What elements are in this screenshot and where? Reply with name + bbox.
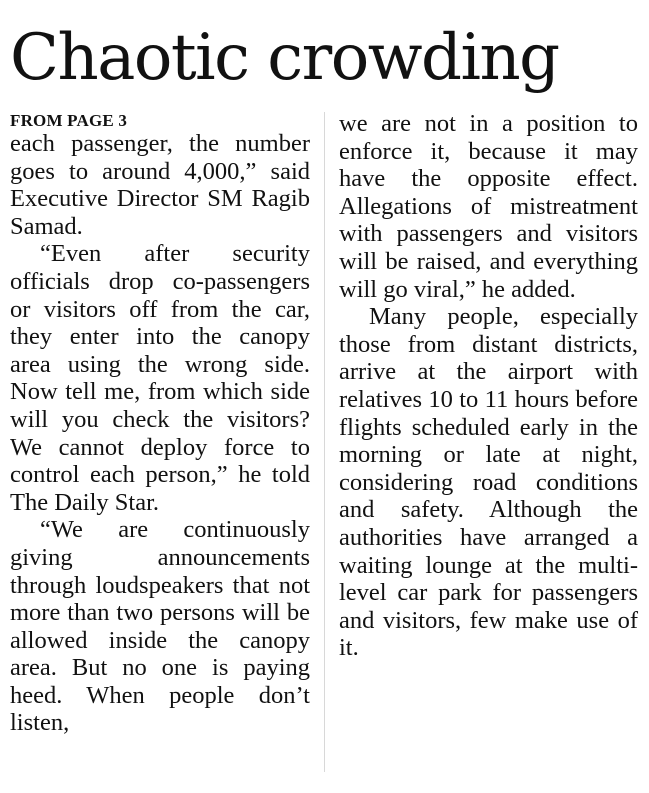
right-column [339, 110, 638, 662]
paragraph-quote-announcements: “We are continuously giving announcements through loudspeakers that not more than two persons will be allowed inside the canopy area. But no one is paying heed. When people don’t listen, [10, 516, 310, 737]
continuation-kicker: FROM PAGE 3 [10, 111, 128, 130]
column-divider [324, 112, 325, 772]
paragraph-quote-security: “Even after security officials drop co-passengers or visitors off from the car, they enter into the canopy area using the wrong side. Now tell me, from which side will you check the visitors? We cannot deploy force to control each person,” he told The Daily Star. [10, 240, 310, 516]
paragraph-distant-districts: Many people, especially those from distant districts, arrive at the airport with relatives 10 to 11 hours before flights scheduled early in the morning or late at night, considering road conditions and safety. Although the authorities have arranged a waiting lounge at the multi-level car park for passengers and visitors, few make use of it. [339, 303, 638, 662]
paragraph-quote-continued: we are not in a position to enforce it, because it may have the opposite effect. Allegations of mistreatment with passengers and visitors will be raised, and everything will go viral,” he added. [339, 110, 638, 303]
left-column [10, 110, 310, 737]
headline: Chaotic crowding [10, 21, 559, 95]
paragraph-continuation: each passenger, the number goes to around 4,000,” said Executive Director SM Ragib Samad. [10, 130, 310, 240]
